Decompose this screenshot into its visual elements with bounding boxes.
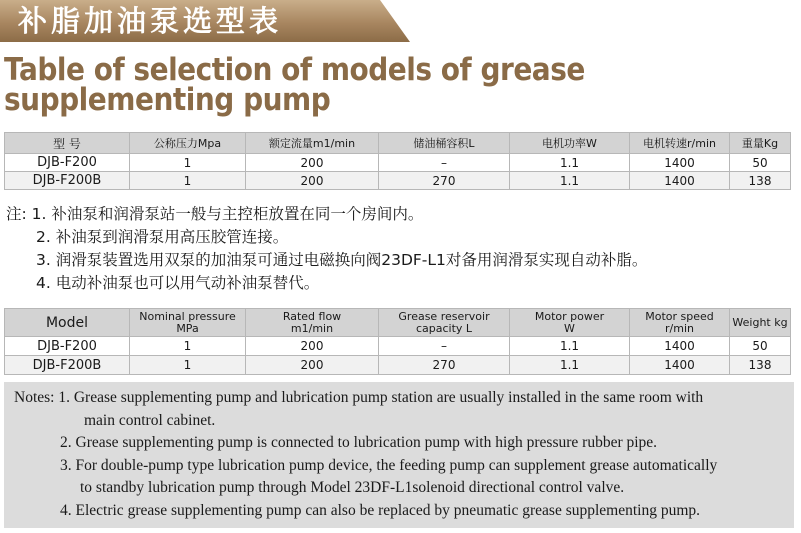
cell-pressure: 1 xyxy=(130,154,246,172)
col-header-flow: 额定流量m1/min xyxy=(246,133,379,154)
cell-weight: 138 xyxy=(730,172,791,190)
cell-reservoir: 270 xyxy=(379,356,510,375)
header-text: Weight kg xyxy=(732,315,788,329)
table-header-row xyxy=(5,309,791,337)
cell-flow: 200 xyxy=(246,172,379,190)
cell-reservoir: – xyxy=(379,337,510,356)
note-cn-1: 注: 1. 补油泵和润滑泵站一般与主控柜放置在同一个房间内。 xyxy=(6,205,424,223)
en-page-title: Table of selection of models of grease supplementing pump xyxy=(4,50,585,118)
note-en-3: 3. For double-pump type lubrication pump device, the feeding pump can supplement grease automatically xyxy=(60,456,718,474)
header-unit: MPa xyxy=(176,321,199,335)
cell-model: DJB-F200B xyxy=(5,172,130,190)
col-header-speed xyxy=(630,309,730,337)
table-row xyxy=(5,172,791,190)
cell-model: DJB-F200 xyxy=(5,337,130,356)
table-row xyxy=(5,337,791,356)
header-text: Model xyxy=(45,314,89,331)
header-text: Motor power xyxy=(534,309,605,323)
cn-page-title: 补脂加油泵选型表 xyxy=(18,4,283,38)
cell-pressure: 1 xyxy=(130,337,246,356)
note-en-4: 4. Electric grease supplementing pump can also be replaced by pneumatic grease supplementing pump. xyxy=(60,501,701,519)
cell-speed: 1400 xyxy=(630,337,730,356)
cell-weight: 138 xyxy=(730,356,791,375)
cell-pressure: 1 xyxy=(130,172,246,190)
cell-flow: 200 xyxy=(246,337,379,356)
spec-table-cn xyxy=(4,132,791,190)
cell-flow: 200 xyxy=(246,356,379,375)
col-header-power: 电机功率W xyxy=(510,133,630,154)
cell-speed: 1400 xyxy=(630,356,730,375)
col-header-weight xyxy=(730,309,791,337)
table-header-row xyxy=(5,133,791,154)
note-en-1-cont: main control cabinet. xyxy=(84,411,216,429)
header-unit: capacity L xyxy=(415,321,473,335)
table-row xyxy=(5,356,791,375)
cell-reservoir: 270 xyxy=(379,172,510,190)
col-header-model xyxy=(5,309,130,337)
spec-table-en xyxy=(4,308,791,375)
cell-power: 1.1 xyxy=(510,154,630,172)
cell-power: 1.1 xyxy=(510,356,630,375)
cell-speed: 1400 xyxy=(630,154,730,172)
note-en-3-cont: to standby lubrication pump through Model 23DF-L1solenoid directional control valve. xyxy=(80,479,625,497)
cell-reservoir: – xyxy=(379,154,510,172)
note-cn-4: 4. 电动补油泵也可以用气动补油泵替代。 xyxy=(36,274,320,292)
header-unit: m1/min xyxy=(290,321,334,335)
header-unit: r/min xyxy=(665,321,694,335)
col-header-power xyxy=(510,309,630,337)
header-unit: W xyxy=(564,321,575,335)
cell-speed: 1400 xyxy=(630,172,730,190)
cell-weight: 50 xyxy=(730,337,791,356)
header-text: Rated flow xyxy=(282,309,342,323)
notes-cn xyxy=(6,203,647,295)
col-header-model: 型 号 xyxy=(5,133,130,154)
col-header-weight: 重量Kg xyxy=(730,133,791,154)
cell-power: 1.1 xyxy=(510,172,630,190)
note-en-1: Notes: 1. Grease supplementing pump and lubrication pump station are usually installed in the same room with xyxy=(14,389,704,406)
col-header-pressure xyxy=(130,309,246,337)
cell-pressure: 1 xyxy=(130,356,246,375)
header-text: Grease reservoir xyxy=(398,309,490,323)
col-header-reservoir: 储油桶容积L xyxy=(379,133,510,154)
note-cn-2: 2. 补油泵到润滑泵用高压胶管连接。 xyxy=(36,228,289,246)
col-header-speed: 电机转速r/min xyxy=(630,133,730,154)
cell-weight: 50 xyxy=(730,154,791,172)
header-text: Motor speed xyxy=(645,309,714,323)
note-cn-3: 3. 润滑泵装置选用双泵的加油泵可通过电磁换向阀23DF-L1对备用润滑泵实现自动补脂。 xyxy=(36,251,648,269)
header-text: Nominal pressure xyxy=(139,309,236,323)
col-header-pressure: 公称压力Mpa xyxy=(130,133,246,154)
col-header-flow xyxy=(246,309,379,337)
col-header-reservoir xyxy=(379,309,510,337)
cell-flow: 200 xyxy=(246,154,379,172)
note-en-2: 2. Grease supplementing pump is connected to lubrication pump with high pressure rubber pipe. xyxy=(60,434,658,452)
notes-en xyxy=(4,382,794,528)
cell-power: 1.1 xyxy=(510,337,630,356)
cell-model: DJB-F200 xyxy=(5,154,130,172)
cell-model: DJB-F200B xyxy=(5,356,130,375)
table-row xyxy=(5,154,791,172)
